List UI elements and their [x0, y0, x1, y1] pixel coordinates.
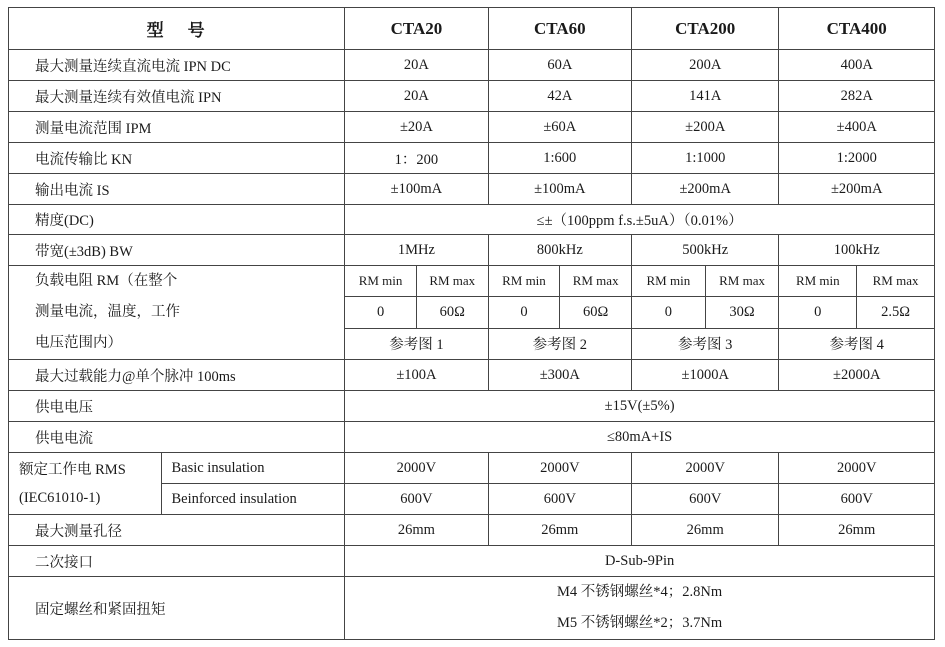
cell-value: 200A: [632, 50, 779, 81]
load-label-line: 测量电流，温度，工作: [35, 304, 180, 320]
cell-value: 1:1000: [632, 143, 779, 174]
rm-min-value: 0: [345, 297, 417, 328]
row-label: 带宽(±3dB) BW: [9, 235, 345, 266]
cell-value: 2000V: [345, 453, 488, 484]
screw-spec-line: M5 不锈钢螺丝*2；3.7Nm: [557, 615, 723, 631]
cell-value: 60A: [488, 50, 631, 81]
cell-value: ≤80mA+IS: [345, 422, 935, 453]
row-label: 精度(DC): [9, 205, 345, 235]
reference-figure: 参考图 3: [632, 328, 779, 359]
rm-min-header: RM min: [779, 266, 857, 297]
rm-min-value: 0: [632, 297, 706, 328]
row-label: 二次接口: [9, 546, 345, 577]
range-row: [9, 112, 935, 143]
cell-value: ≤±（100ppm f.s.±5uA）（0.01%）: [345, 205, 935, 235]
cell-value: 400A: [779, 50, 935, 81]
reference-figure: 参考图 4: [779, 328, 935, 359]
ratio-row: [9, 143, 935, 174]
screw-spec-line: M4 不锈钢螺丝*4；2.8Nm: [557, 584, 723, 600]
cell-value: 600V: [488, 484, 631, 515]
screws-row: [9, 577, 935, 640]
rm-max-header: RM max: [857, 266, 935, 297]
reference-figure: 参考图 1: [345, 328, 488, 359]
rm-min-header: RM min: [632, 266, 706, 297]
cell-value: 282A: [779, 81, 935, 112]
supply-voltage-row: [9, 391, 935, 422]
cell-value: ±200A: [632, 112, 779, 143]
cell-value: 2000V: [632, 453, 779, 484]
connector-row: [9, 546, 935, 577]
cell-value: D-Sub-9Pin: [345, 546, 935, 577]
cell-value: 42A: [488, 81, 631, 112]
load-label: [9, 266, 345, 360]
cell-value: 100kHz: [779, 235, 935, 266]
cell-value: 26mm: [488, 515, 631, 546]
cell-value: 500kHz: [632, 235, 779, 266]
cell-value: 600V: [779, 484, 935, 515]
rm-min-header: RM min: [345, 266, 417, 297]
rm-min-value: 0: [779, 297, 857, 328]
row-label: 电流传输比 KN: [9, 143, 345, 174]
rm-max-value: 60Ω: [560, 297, 632, 328]
bandwidth-row: [9, 235, 935, 266]
rm-max-header: RM max: [705, 266, 779, 297]
load-label-line: 电压范围内）: [35, 335, 122, 351]
supply-current-row: [9, 422, 935, 453]
rm-max-header: RM max: [416, 266, 488, 297]
load-label-line: 负载电阻 RM（在整个: [35, 273, 178, 289]
cell-value: ±15V(±5%): [345, 391, 935, 422]
cell-value: 1:600: [488, 143, 631, 174]
cell-value: ±400A: [779, 112, 935, 143]
reinforced-insulation-row: [9, 484, 935, 515]
cell-value: 20A: [345, 50, 488, 81]
cell-value: ±300A: [488, 360, 631, 391]
basic-insulation-row: [9, 453, 935, 484]
insulation-label: 额定工作电 RMS: [9, 453, 162, 484]
cell-value: 2000V: [488, 453, 631, 484]
row-label: 供电电压: [9, 391, 345, 422]
cell-value: ±1000A: [632, 360, 779, 391]
row-label: 最大测量连续有效值电流 IPN: [9, 81, 345, 112]
row-label: 最大测量连续直流电流 IPN DC: [9, 50, 345, 81]
cell-value: ±20A: [345, 112, 488, 143]
model-header: 型号: [9, 8, 345, 50]
cell-value: 26mm: [779, 515, 935, 546]
screws-value: [345, 577, 935, 640]
row-label: 供电电流: [9, 422, 345, 453]
cell-value: 1：200: [345, 143, 488, 174]
row-label: 测量电流范围 IPM: [9, 112, 345, 143]
cell-value: 141A: [632, 81, 779, 112]
cell-value: ±100mA: [488, 174, 631, 205]
reference-figure: 参考图 2: [488, 328, 631, 359]
header-row: [9, 8, 935, 50]
rm-min-header: RM min: [488, 266, 560, 297]
row-label: 最大过载能力@单个脉冲 100ms: [9, 360, 345, 391]
cell-value: ±2000A: [779, 360, 935, 391]
cell-value: 26mm: [632, 515, 779, 546]
rm-min-value: 0: [488, 297, 560, 328]
basic-insulation-label: Basic insulation: [162, 453, 345, 484]
output-row: [9, 174, 935, 205]
cell-value: 2000V: [779, 453, 935, 484]
max-dc-row: [9, 50, 935, 81]
reinforced-insulation-label: Beinforced insulation: [162, 484, 345, 515]
model-cta400: CTA400: [779, 8, 935, 50]
cell-value: ±100A: [345, 360, 488, 391]
row-label: 固定螺丝和紧固扭矩: [9, 577, 345, 640]
cell-value: 26mm: [345, 515, 488, 546]
row-label: 输出电流 IS: [9, 174, 345, 205]
model-cta60: CTA60: [488, 8, 631, 50]
overload-row: [9, 360, 935, 391]
aperture-row: [9, 515, 935, 546]
load-header-row: [9, 266, 935, 297]
cell-value: 800kHz: [488, 235, 631, 266]
cell-value: ±60A: [488, 112, 631, 143]
accuracy-row: [9, 205, 935, 235]
model-cta200: CTA200: [632, 8, 779, 50]
cell-value: ±200mA: [632, 174, 779, 205]
cell-value: 1MHz: [345, 235, 488, 266]
model-cta20: CTA20: [345, 8, 488, 50]
rm-max-header: RM max: [560, 266, 632, 297]
row-label: 最大测量孔径: [9, 515, 345, 546]
cell-value: ±100mA: [345, 174, 488, 205]
rm-max-value: 2.5Ω: [857, 297, 935, 328]
cell-value: 20A: [345, 81, 488, 112]
rm-max-value: 60Ω: [416, 297, 488, 328]
cell-value: ±200mA: [779, 174, 935, 205]
cell-value: 1:2000: [779, 143, 935, 174]
insulation-standard: (IEC61010-1): [9, 484, 162, 515]
cell-value: 600V: [632, 484, 779, 515]
rm-max-value: 30Ω: [705, 297, 779, 328]
max-rms-row: [9, 81, 935, 112]
cell-value: 600V: [345, 484, 488, 515]
spec-table: [8, 7, 935, 640]
